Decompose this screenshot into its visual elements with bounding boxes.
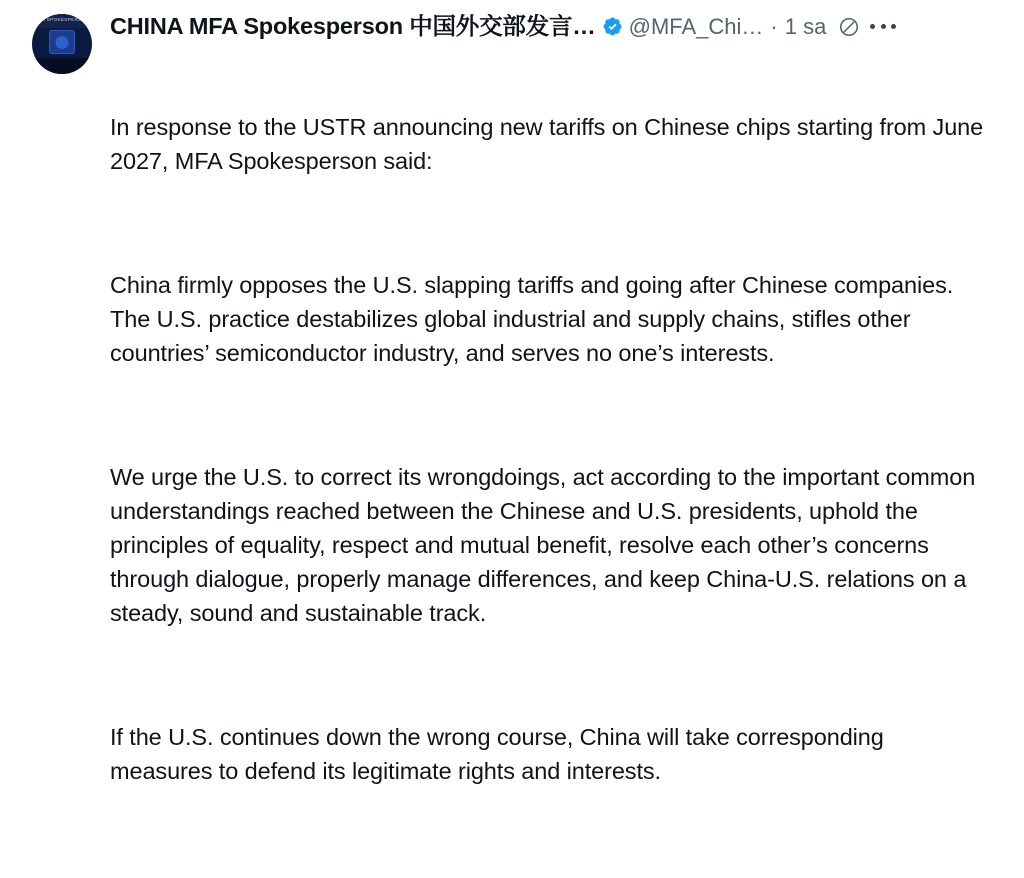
- meta-separator: ·: [770, 13, 778, 39]
- tweet-body: [98, 14, 1006, 878]
- author-handle[interactable]: @MFA_Chi…: [628, 14, 764, 39]
- tweet-paragraph-1: In response to the USTR announcing new tariffs on Chinese chips starting from June 2027, MFA Spokesperson said:: [110, 113, 990, 174]
- avatar-bottom-band: [32, 58, 92, 74]
- avatar-column: [32, 14, 98, 878]
- author-display-name[interactable]: CHINA MFA Spokesperson 中国外交部发言…: [110, 14, 596, 39]
- tweet-paragraph-2: China firmly opposes the U.S. slapping tariffs and going after Chinese companies. The U.S. practice destabilizes global industrial and supply chains, stifles other countries’ semiconductor industry, and serves no one’s interests.: [110, 271, 960, 366]
- tweet-header: [110, 14, 1006, 40]
- tweet-paragraph-4: If the U.S. continues down the wrong course, China will take corresponding measures to defend its legitimate rights and interests.: [110, 723, 891, 784]
- more-options-icon[interactable]: [870, 16, 896, 38]
- avatar-label: MFA SPOKESPERSON: [34, 17, 90, 22]
- muted-circle-slash-icon[interactable]: [838, 16, 860, 38]
- tweet-text: [110, 42, 1006, 878]
- post-timestamp[interactable]: 1 sa: [784, 13, 827, 39]
- avatar-emblem: [49, 30, 75, 54]
- avatar[interactable]: [32, 14, 92, 74]
- tweet-paragraph-3: We urge the U.S. to correct its wrongdoings, act according to the important common understandings reached between the Chinese and U.S. presidents, uphold the principles of equality, respect and mutual benefit, resolve each other’s concerns through dialogue, properly manage differences, and keep China-U.S. relations on a steady, sound and sustainable track.: [110, 463, 982, 626]
- verified-badge-icon: [602, 16, 623, 37]
